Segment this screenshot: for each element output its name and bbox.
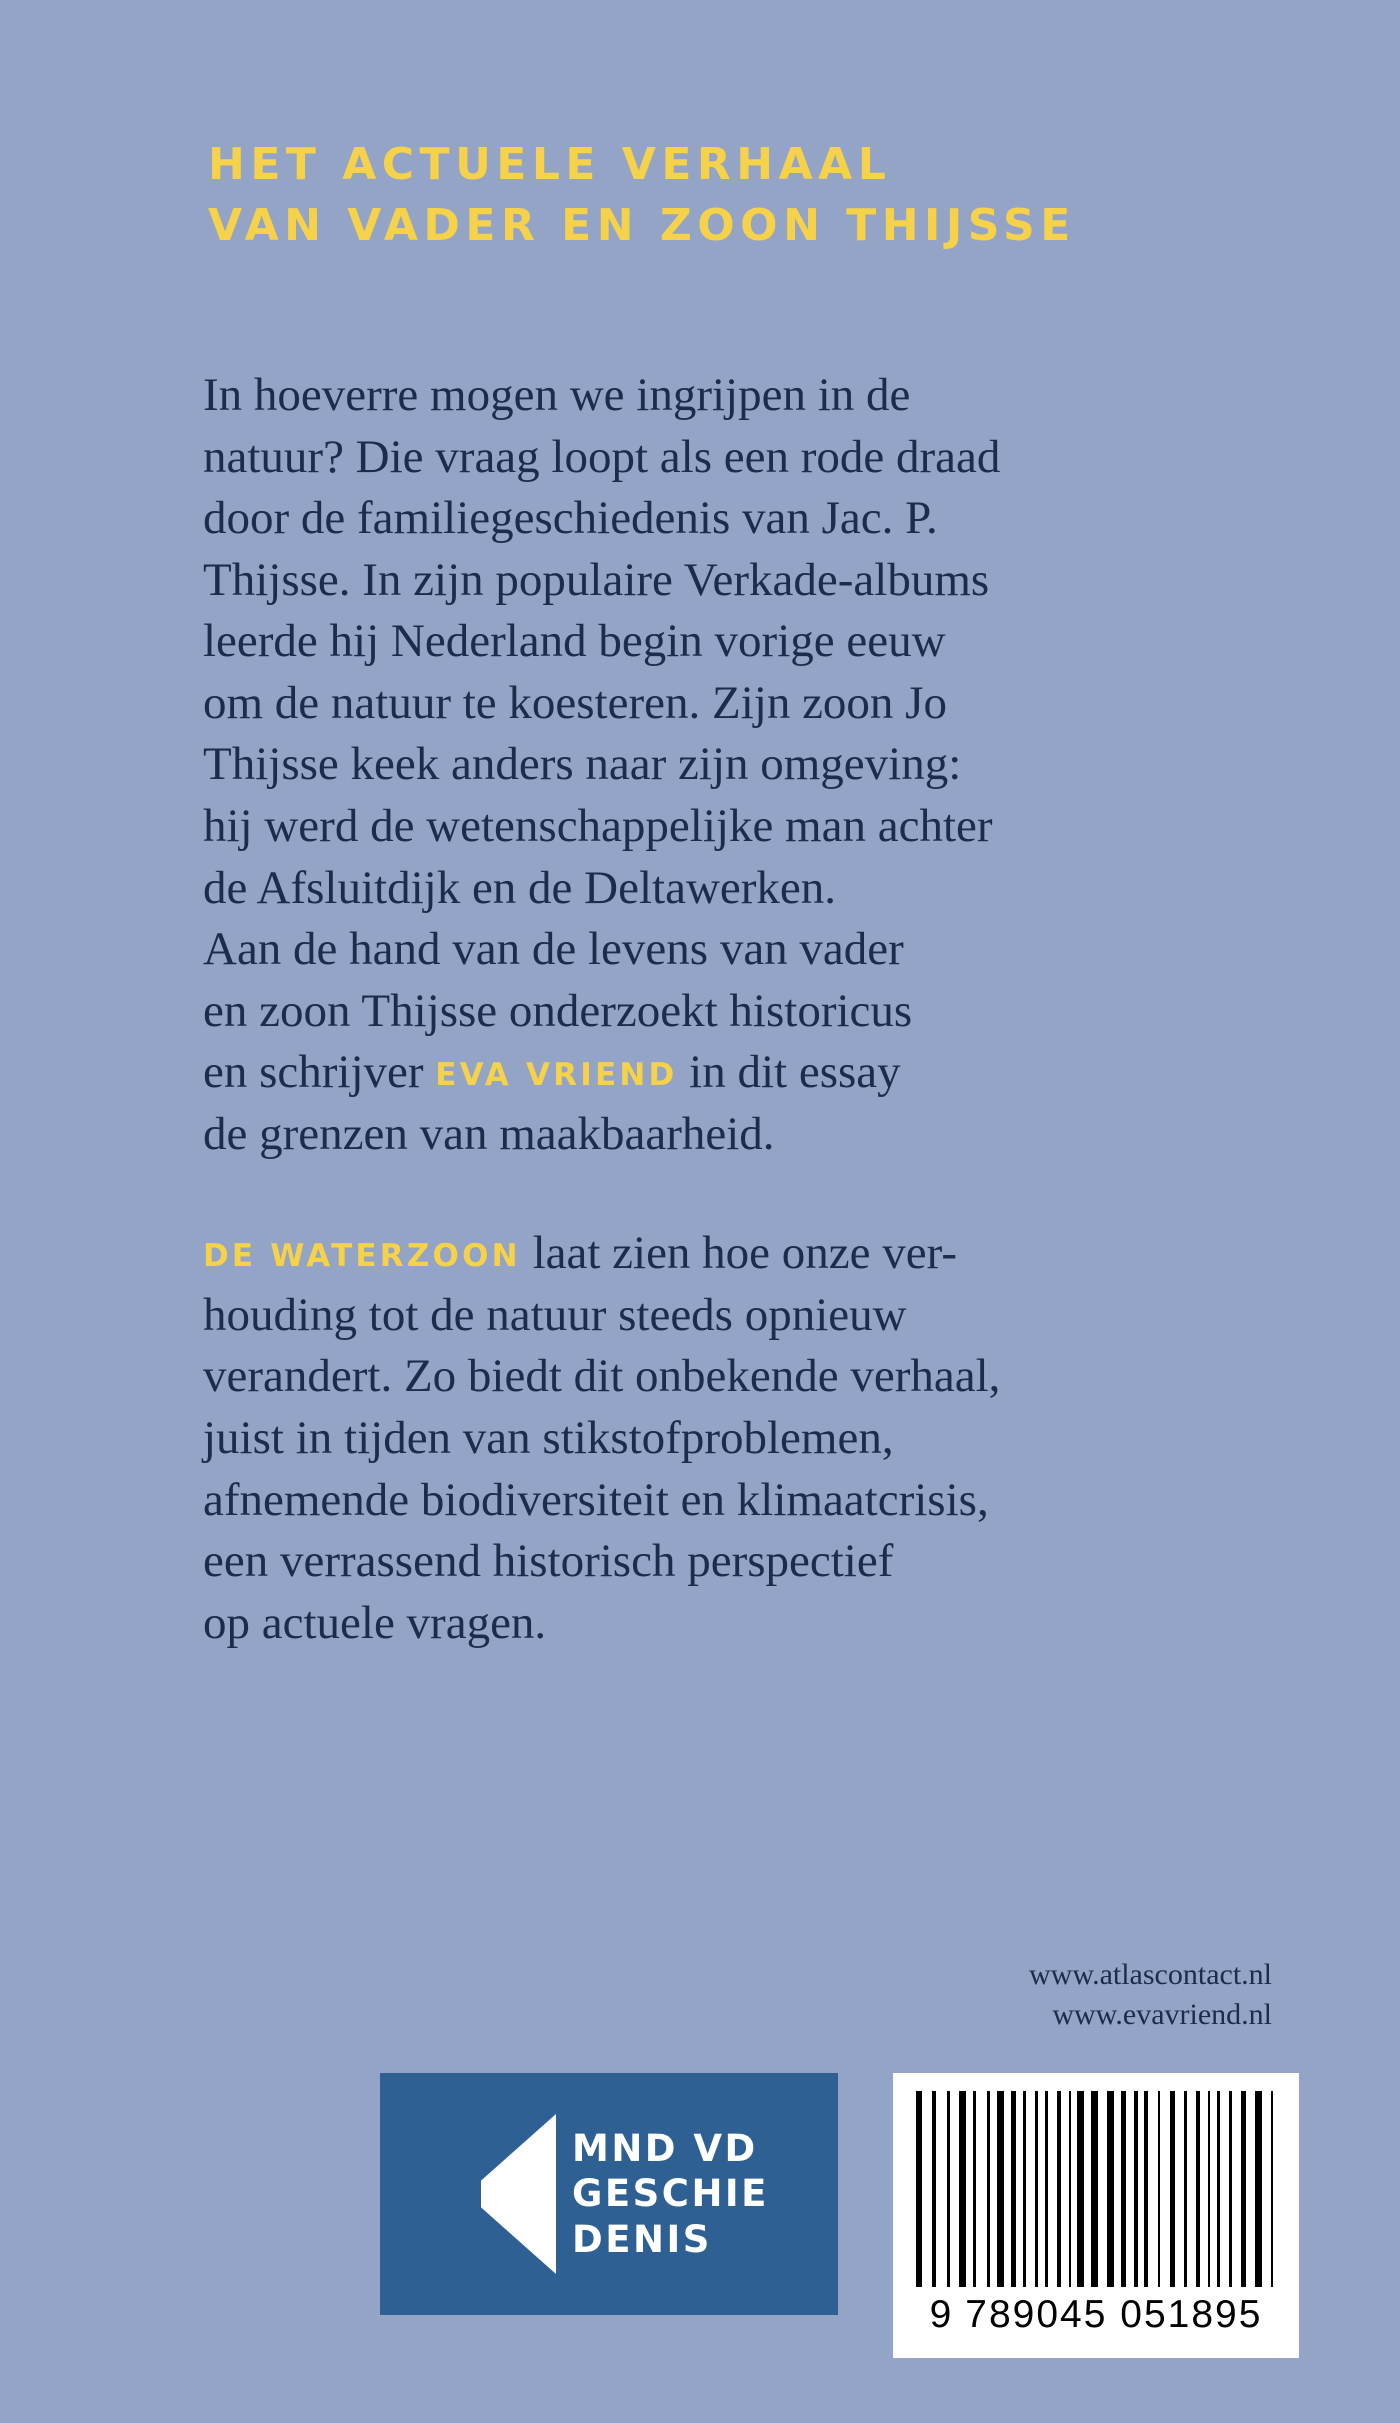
blurb-line: door de familiegeschiedenis van Jac. P. [203, 492, 938, 545]
blurb-line: houding tot de natuur steeds opnieuw [203, 1288, 907, 1341]
blurb-line: Thijsse. In zijn populaire Verkade-albums [203, 553, 990, 606]
publisher-url[interactable]: www.atlascontact.nl [1029, 1958, 1272, 1991]
barcode-digits: 789045 051895 [965, 2293, 1263, 2336]
barcode [893, 2073, 1299, 2358]
logo-line-2: GESCHIE [572, 2172, 769, 2216]
blurb-text-after-title: laat zien hoe onze ver- [520, 1227, 957, 1280]
blurb-line: Aan de hand van de levens van vader [203, 923, 904, 976]
blurb-line: de Afsluitdijk en de Deltawerken. [203, 861, 837, 914]
blurb-line: een verrassend historisch perspectief [203, 1535, 894, 1588]
author-url[interactable]: www.evavriend.nl [1052, 1997, 1272, 2031]
blurb-line: de grenzen van maakbaarheid. [203, 1107, 775, 1160]
blurb-line: juist in tijden van stikstofproblemen, [203, 1412, 894, 1464]
blurb-line: op actuele vragen. [203, 1596, 547, 1649]
blurb-line: afnemende biodiversiteit en klimaatcrisis, [203, 1473, 989, 1526]
blurb-text-after-author: in dit essay [677, 1046, 901, 1099]
blurb-line: verandert. Zo biedt dit onbekende verhaal, [203, 1350, 1001, 1403]
author-name: EVA VRIEND [435, 1057, 678, 1094]
blurb-line-title [203, 1223, 1183, 1285]
publisher-logo-text [572, 2126, 769, 2261]
cover-blurb [203, 365, 1183, 1654]
barcode-prefix: 9 [929, 2293, 954, 2336]
headline-line-2: VAN VADER EN ZOON THIJSSE [208, 199, 1076, 251]
blurb-line: en zoon Thijsse onderzoekt historicus [203, 984, 913, 1037]
blurb-paragraph-2 [203, 1223, 1183, 1654]
blurb-paragraph-1 [203, 365, 1183, 1165]
chevron-left-icon [406, 2114, 556, 2274]
blurb-line: om de natuur te koesteren. Zijn zoon Jo [203, 676, 947, 729]
website-urls [1029, 1955, 1272, 2035]
blurb-text-before-author: en schrijver [203, 1046, 436, 1099]
headline-line-1: HET ACTUELE VERHAAL [208, 139, 892, 190]
blurb-line: Thijsse keek anders naar zijn omgeving: [203, 738, 962, 791]
barcode-number [893, 2293, 1299, 2337]
logo-line-3: DENIS [572, 2217, 712, 2261]
logo-line-1: MND VD [572, 2127, 758, 2171]
blurb-line: leerde hij Nederland begin vorige eeuw [203, 615, 946, 668]
blurb-line-author [203, 1042, 1183, 1104]
blurb-line: In hoeverre mogen we ingrijpen in de [203, 369, 911, 421]
cover-headline [208, 135, 1218, 256]
blurb-line: hij werd de wetenschappelijke man achter [203, 799, 993, 852]
blurb-line: natuur? Die vraag loopt als een rode draad [203, 430, 1001, 483]
publisher-logo [380, 2073, 838, 2315]
barcode-bars [916, 2091, 1276, 2287]
book-title: DE WATERZOON [203, 1238, 521, 1275]
